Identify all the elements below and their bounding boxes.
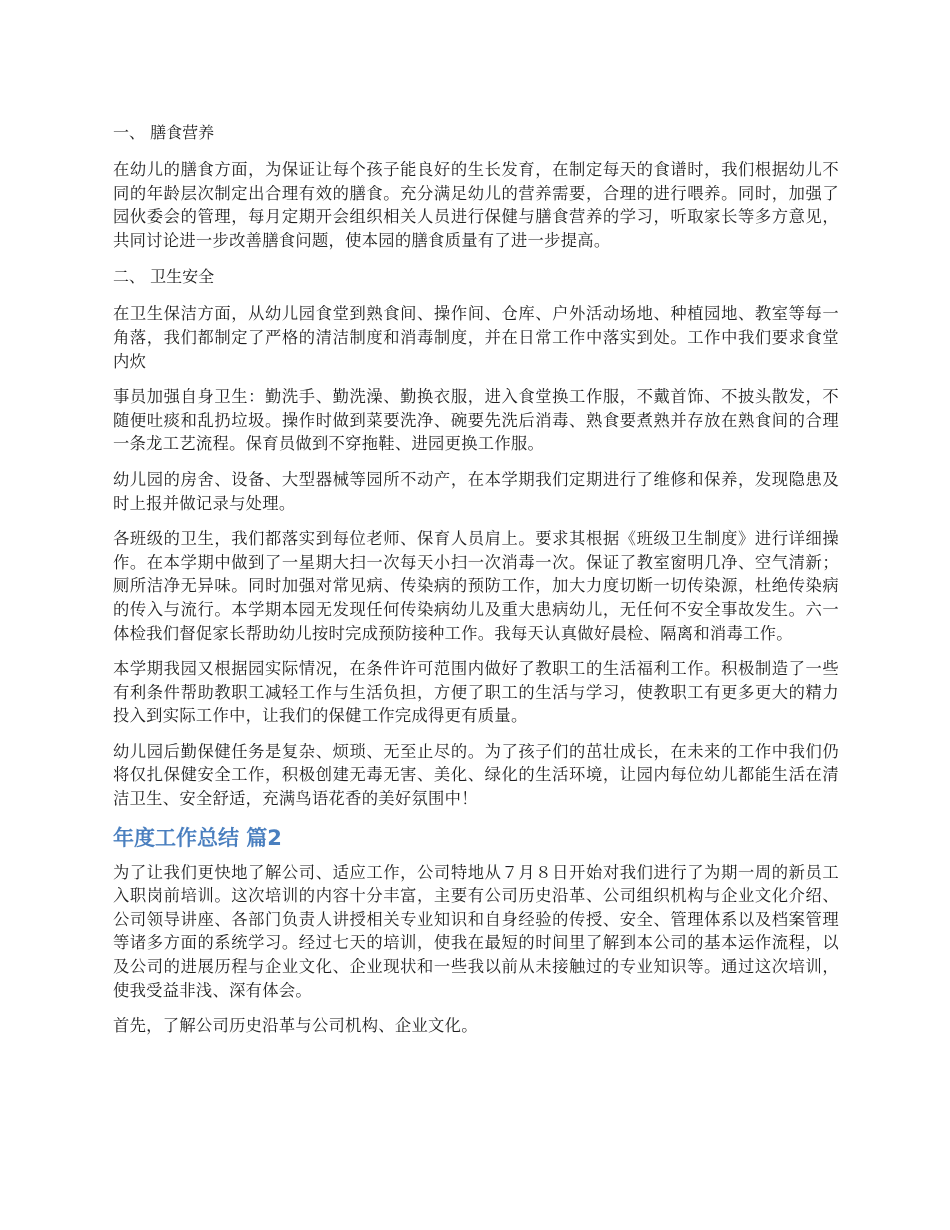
- paragraph-training: 为了让我们更快地了解公司、适应工作，公司特地从７月８日开始对我们进行了为期一周的新员工入职岗前培训。这次培训的内容十分丰富，主要有公司历史沿革、公司组织机构与企业文化介绍、公司领导讲座、各部门负责人讲授相关专业知识和自身经验的传授、安全、管理体系以及档案管理等诸多方面的系统学习。经过七天的培训，使我在最短的时间里了解到本公司的基本运作流程，以及公司的进展历程与企业文化、企业现状和一些我以前从未接触过的专业知识等。通过这次培训，使我受益非浅、深有体会。: [113, 862, 839, 1000]
- paragraph-staff-hygiene: 事员加强自身卫生：勤洗手、勤洗澡、勤换衣服，进入食堂换工作服，不戴首饰、不披头散发，不随便吐痰和乱扔垃圾。操作时做到菜要洗净、碗要先洗后消毒、熟食要煮熟并存放在熟食间的合理一条龙工艺流程。保育员做到不穿拖鞋、进园更换工作服。: [113, 387, 839, 454]
- paragraph-future-work: 幼儿园后勤保健任务是复杂、烦琐、无至止尽的。为了孩子们的茁壮成长，在未来的工作中我们仍将仅扎保健安全工作，积极创建无毒无害、美化、绿化的生活环境，让园内每位幼儿都能生活在清洁卫生、安全舒适，充满鸟语花香的美好氛围中！: [113, 741, 839, 809]
- paragraph-diet: 在幼儿的膳食方面，为保证让每个孩子能良好的生长发育，在制定每天的食谱时，我们根据幼儿不同的年龄层次制定出合理有效的膳食。充分满足幼儿的营养需要，合理的进行喂养。同时，加强了园伙委会的管理，每月定期开会组织相关人员进行保健与膳食营养的学习，听取家长等多方意见，共同讨论进一步改善膳食问题，使本园的膳食质量有了进一步提高。: [113, 160, 839, 250]
- paragraph-maintenance: 幼儿园的房舍、设备、大型器械等园所不动产，在本学期我们定期进行了维修和保养，发现隐患及时上报并做记录与处理。: [113, 469, 839, 513]
- summary-heading-part2: 年度工作总结 篇2: [113, 825, 282, 850]
- paragraph-cleaning: 在卫生保洁方面，从幼儿园食堂到熟食间、操作间、仓库、户外活动场地、种植园地、教室等每一角落，我们都制定了严格的清洁制度和消毒制度，并在日常工作中落实到处。工作中我们要求食堂内炊: [113, 304, 839, 371]
- paragraph-welfare: 本学期我园又根据园实际情况，在条件许可范围内做好了教职工的生活福利工作。积极制造了一些有利条件帮助教职工减轻工作与生活负担，方便了职工的生活与学习，使教职工有更多更大的精力投入到实际工作中，让我们的保健工作完成得更有质量。: [113, 659, 839, 726]
- document-page: [113, 120, 839, 1050]
- section-title-diet-nutrition: 一、 膳食营养: [113, 123, 215, 142]
- paragraph-first-point: 首先，了解公司历史沿革与公司机构、企业文化。: [113, 1016, 478, 1036]
- paragraph-class-hygiene: 各班级的卫生，我们都落实到每位老师、保育人员肩上。要求其根据《班级卫生制度》进行详细操作。在本学期中做到了一星期大扫一次每天小扫一次消毒一次。保证了教室窗明几净、空气清新；厕所洁净无异味。同时加强对常见病、传染病的预防工作，加大力度切断一切传染源，杜绝传染病的传入与流行。本学期本园无发现任何传染病幼儿及重大患病幼儿，无任何不安全事故发生。六一体检我们督促家长帮助幼儿按时完成预防接种工作。我每天认真做好晨检、隔离和消毒工作。: [113, 529, 839, 643]
- section-title-hygiene-safety: 二、 卫生安全: [113, 267, 215, 287]
